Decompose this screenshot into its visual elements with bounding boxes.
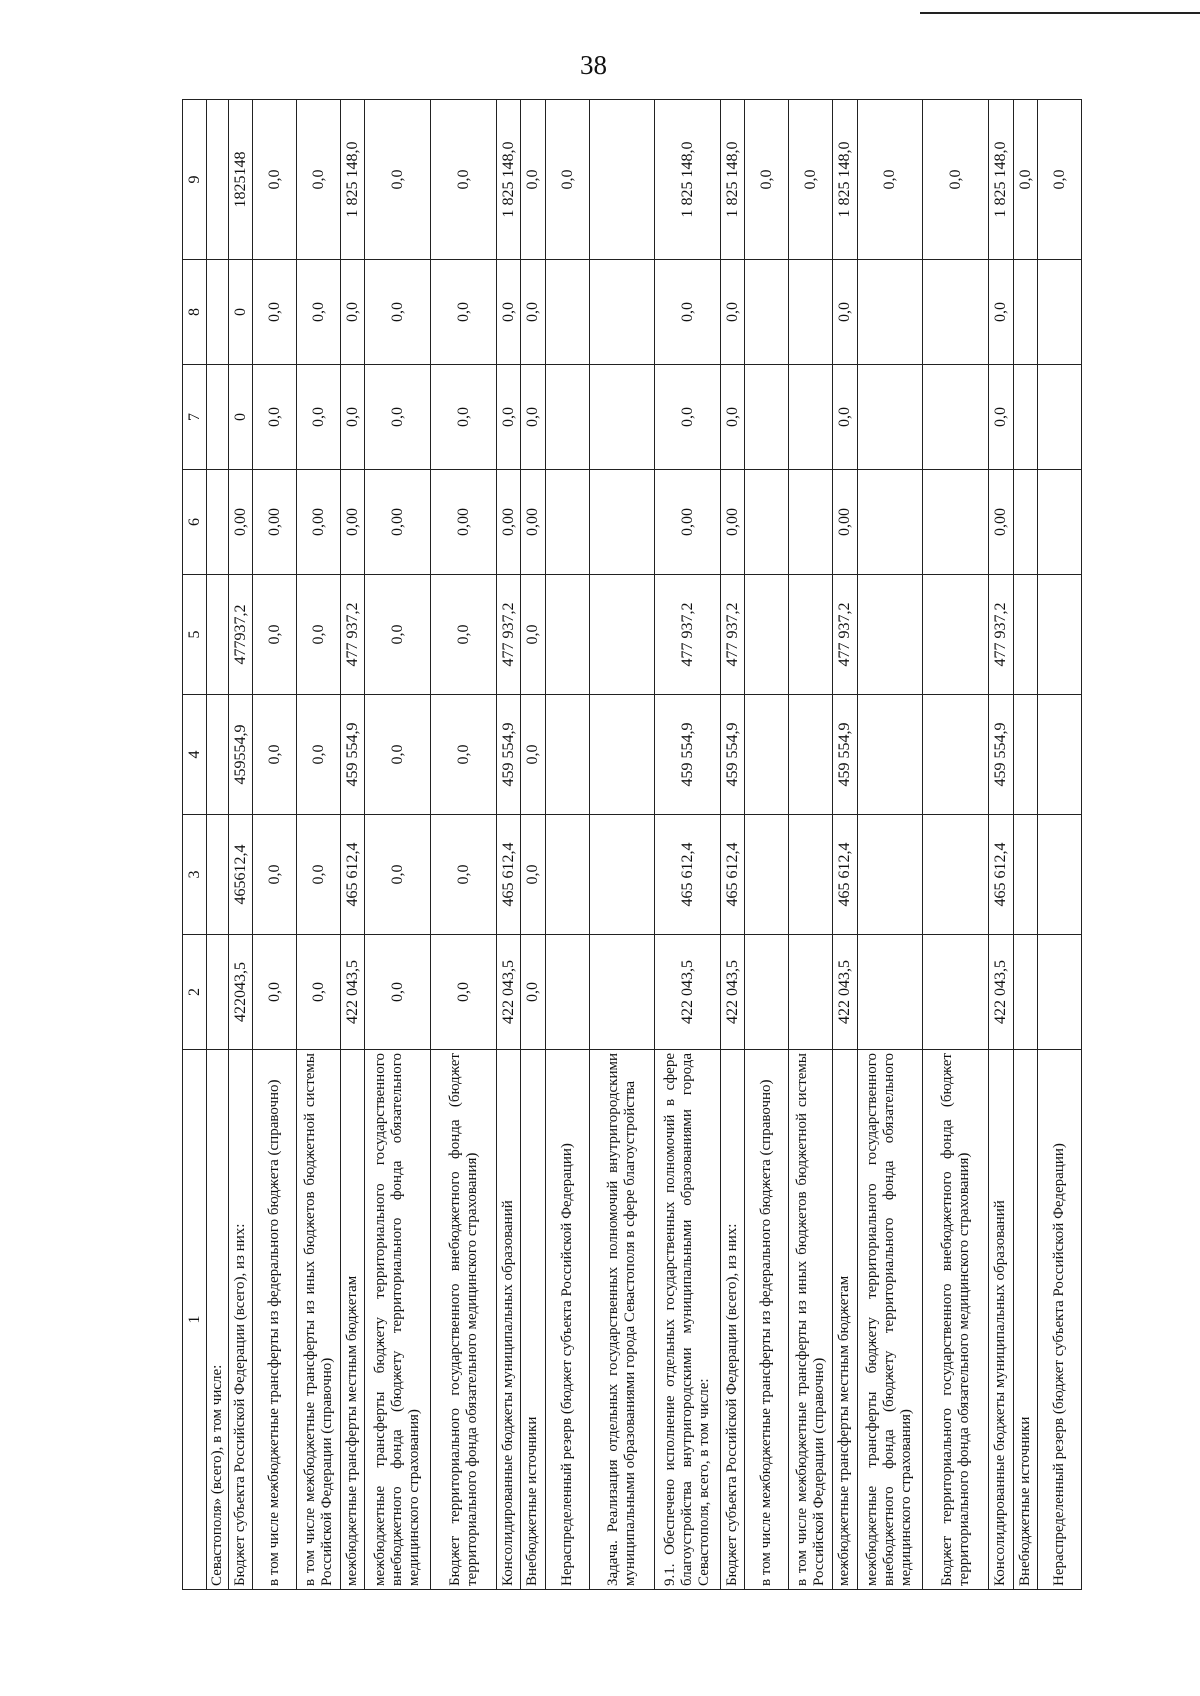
value-cell: 0,0: [521, 365, 545, 470]
value-cell: [923, 575, 989, 695]
value-cell: [545, 695, 589, 815]
value-cell: 1 825 148,0: [341, 100, 365, 260]
value-cell: 0,0: [989, 365, 1013, 470]
table-row: [1037, 100, 1081, 1590]
value-cell: 0,0: [253, 695, 297, 815]
value-cell: 1825148: [228, 100, 252, 260]
value-cell: [923, 365, 989, 470]
value-cell: 0,0: [365, 365, 431, 470]
value-cell: 0,0: [341, 365, 365, 470]
value-cell: [589, 260, 655, 365]
value-cell: [207, 100, 229, 260]
value-cell: 1 825 148,0: [496, 100, 520, 260]
row-label-cell: в том числе межбюджетные трансферты из федерального бюджета (справочно): [253, 1050, 297, 1590]
table-row: [857, 100, 923, 1590]
value-cell: 465612,4: [228, 815, 252, 935]
value-cell: 0,0: [297, 260, 341, 365]
value-cell: [1037, 470, 1081, 575]
value-cell: 0,0: [721, 365, 745, 470]
value-cell: 465 612,4: [655, 815, 721, 935]
header-cell: 1: [183, 1050, 207, 1590]
value-cell: [589, 815, 655, 935]
value-cell: 422 043,5: [655, 935, 721, 1050]
value-cell: 0,0: [521, 260, 545, 365]
value-cell: 477 937,2: [496, 575, 520, 695]
value-cell: 0,00: [228, 470, 252, 575]
value-cell: [207, 365, 229, 470]
value-cell: 0,0: [745, 100, 789, 260]
value-cell: [789, 260, 833, 365]
header-cell: 6: [183, 470, 207, 575]
value-cell: 0,0: [253, 100, 297, 260]
table-row: [1013, 100, 1037, 1590]
value-cell: 0,00: [833, 470, 857, 575]
value-cell: 422 043,5: [496, 935, 520, 1050]
value-cell: [1013, 815, 1037, 935]
value-cell: [789, 365, 833, 470]
value-cell: [789, 695, 833, 815]
value-cell: 0,00: [496, 470, 520, 575]
value-cell: 0,0: [789, 100, 833, 260]
top-rule: [920, 12, 1200, 14]
value-cell: [789, 815, 833, 935]
value-cell: 422 043,5: [341, 935, 365, 1050]
rotated-table-container: [182, 100, 1082, 1590]
value-cell: [1037, 365, 1081, 470]
value-cell: [1037, 695, 1081, 815]
value-cell: 0,0: [833, 260, 857, 365]
value-cell: 0,0: [253, 575, 297, 695]
row-label-cell: Бюджет субъекта Российской Федерации (всего), из них:: [721, 1050, 745, 1590]
table-row: [341, 100, 365, 1590]
row-label-cell: Консолидированные бюджеты муниципальных образований: [989, 1050, 1013, 1590]
value-cell: 465 612,4: [341, 815, 365, 935]
value-cell: [1037, 575, 1081, 695]
value-cell: 0,0: [297, 575, 341, 695]
value-cell: [589, 935, 655, 1050]
value-cell: 0,0: [297, 695, 341, 815]
value-cell: 0,0: [297, 365, 341, 470]
row-label-cell: Бюджет субъекта Российской Федерации (всего), из них:: [228, 1050, 252, 1590]
value-cell: 465 612,4: [989, 815, 1013, 935]
value-cell: [207, 470, 229, 575]
value-cell: [745, 815, 789, 935]
value-cell: [589, 100, 655, 260]
value-cell: 0,0: [923, 100, 989, 260]
header-cell: 3: [183, 815, 207, 935]
row-label-cell: Нераспределенный резерв (бюджет субъекта Российской Федерации): [1037, 1050, 1081, 1590]
table-row: [521, 100, 545, 1590]
table-row: [431, 100, 497, 1590]
table-row: [833, 100, 857, 1590]
budget-table: [182, 99, 1082, 1590]
value-cell: [207, 260, 229, 365]
value-cell: 0,0: [297, 815, 341, 935]
header-cell: 2: [183, 935, 207, 1050]
row-label-cell: в том числе межбюджетные трансферты из федерального бюджета (справочно): [745, 1050, 789, 1590]
value-cell: [789, 470, 833, 575]
table-row: [297, 100, 341, 1590]
value-cell: [745, 695, 789, 815]
value-cell: 0,0: [521, 575, 545, 695]
value-cell: [1013, 260, 1037, 365]
table-row: [496, 100, 520, 1590]
table-row: [923, 100, 989, 1590]
value-cell: 0,0: [521, 100, 545, 260]
value-cell: [1013, 695, 1037, 815]
value-cell: 477 937,2: [833, 575, 857, 695]
table-row: [655, 100, 721, 1590]
value-cell: 0,0: [253, 935, 297, 1050]
header-cell: 9: [183, 100, 207, 260]
table-row: [207, 100, 229, 1590]
value-cell: 0,0: [341, 260, 365, 365]
table-row: [989, 100, 1013, 1590]
value-cell: 0,0: [545, 100, 589, 260]
row-label-cell: Нераспределенный резерв (бюджет субъекта Российской Федерации): [545, 1050, 589, 1590]
value-cell: 459 554,9: [721, 695, 745, 815]
value-cell: 0,0: [431, 575, 497, 695]
value-cell: [589, 365, 655, 470]
value-cell: 0: [228, 365, 252, 470]
value-cell: 0,00: [365, 470, 431, 575]
value-cell: [545, 935, 589, 1050]
value-cell: [857, 695, 923, 815]
value-cell: 0: [228, 260, 252, 365]
row-label-cell: Консолидированные бюджеты муниципальных образований: [496, 1050, 520, 1590]
value-cell: 0,0: [297, 100, 341, 260]
value-cell: 0,0: [297, 935, 341, 1050]
value-cell: 0,0: [857, 100, 923, 260]
value-cell: 0,0: [365, 260, 431, 365]
value-cell: 0,0: [496, 365, 520, 470]
value-cell: [857, 260, 923, 365]
value-cell: [923, 260, 989, 365]
value-cell: [545, 815, 589, 935]
header-cell: 8: [183, 260, 207, 365]
value-cell: 0,00: [989, 470, 1013, 575]
value-cell: [857, 575, 923, 695]
value-cell: [207, 935, 229, 1050]
value-cell: [207, 695, 229, 815]
value-cell: [1037, 935, 1081, 1050]
value-cell: [923, 695, 989, 815]
value-cell: [1013, 575, 1037, 695]
value-cell: 0,0: [431, 935, 497, 1050]
value-cell: [789, 575, 833, 695]
row-label-cell: межбюджетные трансферты бюджету территориального государственного внебюджетного фонда (бюджету территориального фонда обязательного медицинского страхования): [365, 1050, 431, 1590]
value-cell: [745, 365, 789, 470]
row-label-cell: в том числе межбюджетные трансферты из иных бюджетов бюджетной системы Российской Федерации (справочно): [789, 1050, 833, 1590]
table-row: [365, 100, 431, 1590]
table-row: [253, 100, 297, 1590]
value-cell: [857, 935, 923, 1050]
value-cell: 0,0: [1037, 100, 1081, 260]
header-cell: 7: [183, 365, 207, 470]
value-cell: [589, 695, 655, 815]
value-cell: 0,0: [521, 695, 545, 815]
value-cell: 0,0: [431, 100, 497, 260]
value-cell: 0,0: [721, 260, 745, 365]
header-row: [183, 100, 207, 1590]
value-cell: 459 554,9: [496, 695, 520, 815]
value-cell: [857, 815, 923, 935]
value-cell: 422 043,5: [721, 935, 745, 1050]
row-label-cell: межбюджетные трансферты бюджету территориального государственного внебюджетного фонда (бюджету территориального фонда обязательного медицинского страхования): [857, 1050, 923, 1590]
value-cell: 0,00: [253, 470, 297, 575]
table-row: [745, 100, 789, 1590]
value-cell: 422043,5: [228, 935, 252, 1050]
table-row: [589, 100, 655, 1590]
value-cell: 0,0: [431, 365, 497, 470]
row-label-cell: 9.1. Обеспечено исполнение отдельных государственных полномочий в сфере благоустройства внутригородскими муниципальными образованиями города Севастополя, всего, в том числе:: [655, 1050, 721, 1590]
header-cell: 4: [183, 695, 207, 815]
value-cell: 0,0: [1013, 100, 1037, 260]
value-cell: 422 043,5: [833, 935, 857, 1050]
value-cell: 465 612,4: [833, 815, 857, 935]
value-cell: 0,0: [431, 695, 497, 815]
value-cell: 477937,2: [228, 575, 252, 695]
page-number: 38: [580, 50, 607, 80]
value-cell: 0,0: [365, 100, 431, 260]
value-cell: 0,0: [253, 815, 297, 935]
row-label-cell: Бюджет территориального государственного внебюджетного фонда (бюджет территориального фонда обязательного медицинского страхования): [431, 1050, 497, 1590]
row-label-cell: Задача. Реализация отдельных государственных полномочий внутригородскими муниципальными образованиями города Севастополя в сфере благоустройства: [589, 1050, 655, 1590]
value-cell: [745, 935, 789, 1050]
value-cell: [207, 815, 229, 935]
row-label-cell: Севастополя» (всего), в том числе:: [207, 1050, 229, 1590]
value-cell: 465 612,4: [721, 815, 745, 935]
value-cell: 459 554,9: [989, 695, 1013, 815]
value-cell: 477 937,2: [721, 575, 745, 695]
value-cell: [745, 260, 789, 365]
value-cell: [589, 575, 655, 695]
value-cell: [923, 935, 989, 1050]
value-cell: 0,00: [521, 470, 545, 575]
value-cell: 422 043,5: [989, 935, 1013, 1050]
value-cell: 0,0: [431, 815, 497, 935]
value-cell: 459 554,9: [341, 695, 365, 815]
value-cell: [1013, 935, 1037, 1050]
row-label-cell: межбюджетные трансферты местным бюджетам: [833, 1050, 857, 1590]
value-cell: [1013, 470, 1037, 575]
value-cell: 459 554,9: [833, 695, 857, 815]
value-cell: 0,0: [833, 365, 857, 470]
table-row: [789, 100, 833, 1590]
value-cell: 0,00: [431, 470, 497, 575]
value-cell: [745, 470, 789, 575]
value-cell: 459554,9: [228, 695, 252, 815]
value-cell: [545, 575, 589, 695]
value-cell: 0,00: [297, 470, 341, 575]
value-cell: [589, 470, 655, 575]
row-label-cell: в том числе межбюджетные трансферты из иных бюджетов бюджетной системы Российской Федерации (справочно): [297, 1050, 341, 1590]
value-cell: [545, 365, 589, 470]
value-cell: 477 937,2: [989, 575, 1013, 695]
value-cell: 0,0: [431, 260, 497, 365]
value-cell: 1 825 148,0: [833, 100, 857, 260]
value-cell: [1037, 260, 1081, 365]
row-label-cell: Внебюджетные источники: [1013, 1050, 1037, 1590]
value-cell: [789, 935, 833, 1050]
row-label-cell: Бюджет территориального государственного внебюджетного фонда (бюджет территориального фонда обязательного медицинского страхования): [923, 1050, 989, 1590]
value-cell: [857, 470, 923, 575]
value-cell: 465 612,4: [496, 815, 520, 935]
header-cell: 5: [183, 575, 207, 695]
value-cell: 0,0: [253, 365, 297, 470]
value-cell: 459 554,9: [655, 695, 721, 815]
value-cell: 0,0: [655, 260, 721, 365]
value-cell: 0,0: [253, 260, 297, 365]
value-cell: [923, 470, 989, 575]
value-cell: 1 825 148,0: [721, 100, 745, 260]
value-cell: [1037, 815, 1081, 935]
value-cell: [923, 815, 989, 935]
value-cell: 0,0: [365, 575, 431, 695]
value-cell: 1 825 148,0: [655, 100, 721, 260]
value-cell: 0,0: [521, 815, 545, 935]
table-body: [207, 100, 1082, 1590]
value-cell: 0,0: [655, 365, 721, 470]
value-cell: 0,0: [989, 260, 1013, 365]
value-cell: 0,0: [496, 260, 520, 365]
value-cell: 0,00: [341, 470, 365, 575]
table-row: [545, 100, 589, 1590]
value-cell: 0,0: [365, 935, 431, 1050]
value-cell: 0,00: [721, 470, 745, 575]
value-cell: 1 825 148,0: [989, 100, 1013, 260]
row-label-cell: Внебюджетные источники: [521, 1050, 545, 1590]
value-cell: [545, 470, 589, 575]
value-cell: 477 937,2: [341, 575, 365, 695]
value-cell: 477 937,2: [655, 575, 721, 695]
value-cell: [207, 575, 229, 695]
value-cell: [745, 575, 789, 695]
value-cell: 0,0: [521, 935, 545, 1050]
value-cell: [545, 260, 589, 365]
table-row: [721, 100, 745, 1590]
value-cell: [1013, 365, 1037, 470]
value-cell: 0,00: [655, 470, 721, 575]
table-row: [228, 100, 252, 1590]
value-cell: 0,0: [365, 815, 431, 935]
row-label-cell: межбюджетные трансферты местным бюджетам: [341, 1050, 365, 1590]
value-cell: [857, 365, 923, 470]
value-cell: 0,0: [365, 695, 431, 815]
